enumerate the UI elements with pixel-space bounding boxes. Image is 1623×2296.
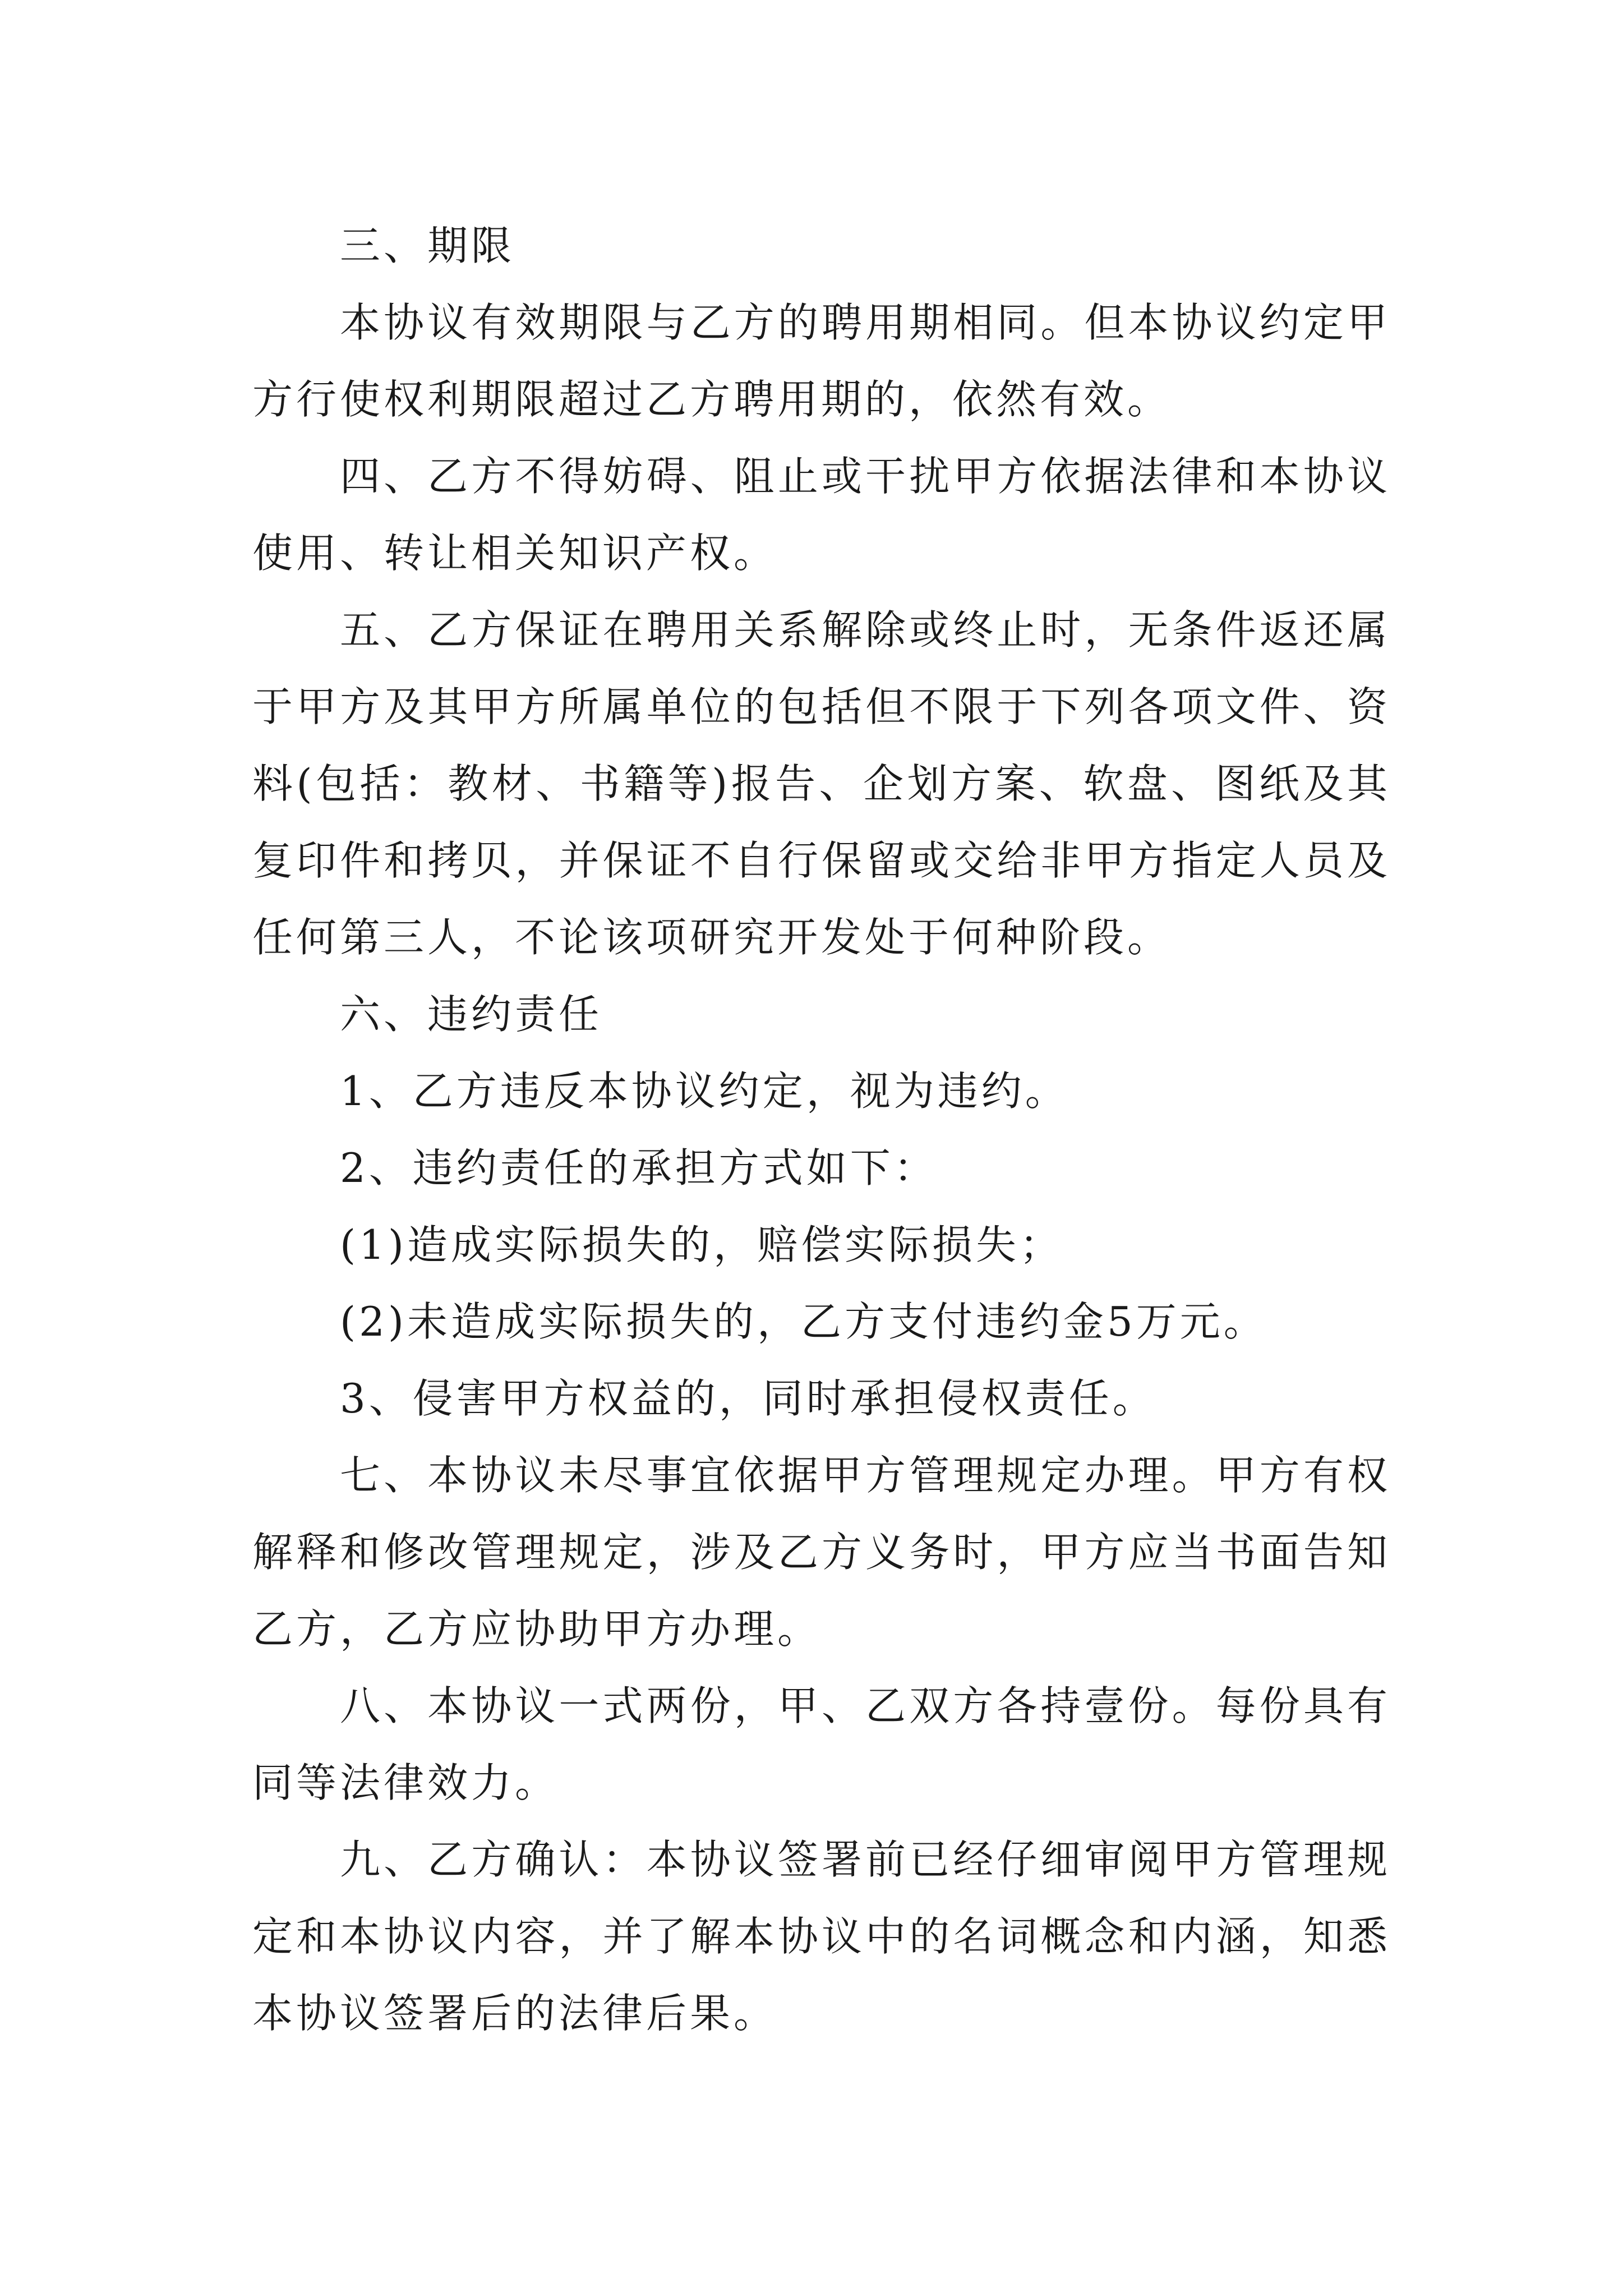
list-item-liability-1: 1、乙方违反本协议约定，视为违约。 bbox=[340, 1068, 1069, 1115]
list-item-liability-2: 2、违约责任的承担方式如下： bbox=[340, 1144, 938, 1191]
sub-item-liability-2-1: (1)造成实际损失的，赔偿实际损失； bbox=[340, 1221, 1063, 1268]
section-heading-term: 三、期限 bbox=[340, 222, 515, 269]
document-body bbox=[252, 208, 1391, 2052]
paragraph-clause-nine: 九、乙方确认：本协议签署前已经仔细审阅甲方管理规定和本协议内容，并了解本协议中的名词概念和内涵，知悉本协议签署后的法律后果。 bbox=[252, 1836, 1391, 2037]
paragraph-clause-eight: 八、本协议一式两份，甲、乙双方各持壹份。每份具有同等法律效力。 bbox=[252, 1682, 1391, 1806]
paragraph-clause-four: 四、乙方不得妨碍、阻止或干扰甲方依据法律和本协议使用、转让相关知识产权。 bbox=[252, 453, 1391, 577]
paragraph-term-validity: 本协议有效期限与乙方的聘用期相同。但本协议约定甲方行使权利期限超过乙方聘用期的，依然有效。 bbox=[252, 299, 1391, 423]
paragraph-clause-seven: 七、本协议未尽事宜依据甲方管理规定办理。甲方有权解释和修改管理规定，涉及乙方义务时，甲方应当书面告知乙方，乙方应协助甲方办理。 bbox=[252, 1452, 1391, 1653]
paragraph-clause-five: 五、乙方保证在聘用关系解除或终止时，无条件返还属于甲方及其甲方所属单位的包括但不限于下列各项文件、资料(包括：教材、书籍等)报告、企划方案、软盘、图纸及其复印件和拷贝，并保证不自行保留或交给非甲方指定人员及任何第三人，不论该项研究开发处于何种阶段。 bbox=[252, 606, 1391, 961]
sub-item-liability-2-2: (2)未造成实际损失的，乙方支付违约金5万元。 bbox=[340, 1298, 1267, 1345]
section-heading-liability: 六、违约责任 bbox=[340, 991, 603, 1038]
list-item-liability-3: 3、侵害甲方权益的，同时承担侵权责任。 bbox=[340, 1375, 1156, 1422]
